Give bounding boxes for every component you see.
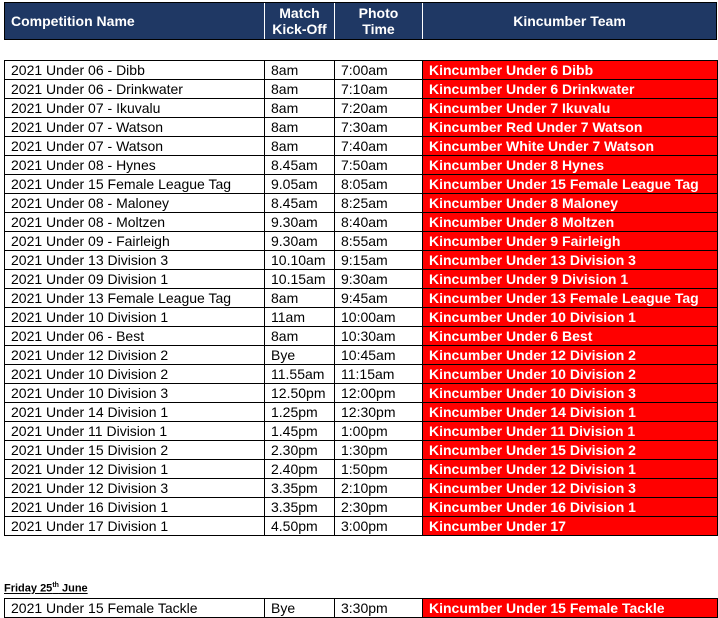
header-competition-name: Competition Name [5,3,265,39]
photo-time-cell: 10:00am [335,308,423,327]
header-kickoff-line1: Match [279,5,320,21]
kickoff-cell: 1.45pm [265,422,335,441]
competition-cell: 2021 Under 17 Division 1 [5,517,265,536]
photo-time-cell: 9:45am [335,289,423,308]
table-row [5,80,718,99]
competition-cell: 2021 Under 13 Division 3 [5,251,265,270]
header-kincumber-team: Kincumber Team [513,13,626,29]
friday-label-prefix: Friday 25 [4,582,53,595]
team-cell: Kincumber Under 10 Division 1 [423,308,718,327]
competition-cell: 2021 Under 06 - Drinkwater [5,80,265,99]
photo-time-cell: 2:30pm [335,498,423,517]
table-row [5,479,718,498]
team-cell: Kincumber Under 17 [423,517,718,536]
competition-cell: 2021 Under 13 Female League Tag [5,289,265,308]
kickoff-cell: Bye [265,346,335,365]
team-cell: Kincumber Under 6 Drinkwater [423,80,718,99]
kickoff-cell: 9.30am [265,232,335,251]
team-cell: Kincumber Under 8 Moltzen [423,213,718,232]
table-row [5,99,718,118]
table-row [5,346,718,365]
competition-cell: 2021 Under 06 - Best [5,327,265,346]
team-cell: Kincumber Under 15 Female League Tag [423,175,718,194]
schedule-table-body [5,61,718,536]
team-cell: Kincumber Under 12 Division 3 [423,479,718,498]
table-header [4,2,717,40]
competition-cell: 2021 Under 14 Division 1 [5,403,265,422]
team-cell: Kincumber Under 12 Division 2 [423,346,718,365]
kickoff-cell: 8am [265,137,335,156]
team-cell: Kincumber Under 9 Fairleigh [423,232,718,251]
team-cell: Kincumber Red Under 7 Watson [423,118,718,137]
photo-time-cell: 7:30am [335,118,423,137]
team-cell: Kincumber Under 6 Dibb [423,61,718,80]
header-kickoff-line2: Kick-Off [272,21,327,37]
photo-time-cell: 10:30am [335,327,423,346]
team-cell: Kincumber Under 16 Division 1 [423,498,718,517]
kickoff-cell: Bye [265,599,335,618]
team-cell: Kincumber Under 13 Female League Tag [423,289,718,308]
header-photo-line2: Time [362,21,395,37]
table-row [5,365,718,384]
photo-time-cell: 9:15am [335,251,423,270]
team-cell: Kincumber White Under 7 Watson [423,137,718,156]
kickoff-cell: 3.35pm [265,479,335,498]
team-cell: Kincumber Under 6 Best [423,327,718,346]
table-row [5,194,718,213]
kickoff-cell: 8am [265,61,335,80]
kickoff-cell: 8.45am [265,194,335,213]
team-cell: Kincumber Under 15 Division 2 [423,441,718,460]
team-cell: Kincumber Under 11 Division 1 [423,422,718,441]
team-cell: Kincumber Under 10 Division 2 [423,365,718,384]
kickoff-cell: 9.30am [265,213,335,232]
competition-cell: 2021 Under 16 Division 1 [5,498,265,517]
competition-cell: 2021 Under 08 - Maloney [5,194,265,213]
competition-cell: 2021 Under 15 Division 2 [5,441,265,460]
competition-cell: 2021 Under 15 Female Tackle [5,599,265,618]
table-row [5,422,718,441]
kickoff-cell: 8am [265,99,335,118]
competition-cell: 2021 Under 07 - Ikuvalu [5,99,265,118]
team-cell: Kincumber Under 15 Female Tackle [423,599,718,618]
team-cell: Kincumber Under 8 Hynes [423,156,718,175]
table-row [5,517,718,536]
kickoff-cell: 10.10am [265,251,335,270]
table-row [5,403,718,422]
photo-time-cell: 8:25am [335,194,423,213]
table-row [5,384,718,403]
table-row [5,599,718,618]
team-cell: Kincumber Under 13 Division 3 [423,251,718,270]
competition-cell: 2021 Under 06 - Dibb [5,61,265,80]
kickoff-cell: 2.30pm [265,441,335,460]
competition-cell: 2021 Under 11 Division 1 [5,422,265,441]
kickoff-cell: 11am [265,308,335,327]
table-row [5,232,718,251]
kickoff-cell: 4.50pm [265,517,335,536]
photo-time-cell: 1:00pm [335,422,423,441]
table-row [5,213,718,232]
friday-table-body [5,599,718,618]
team-cell: Kincumber Under 9 Division 1 [423,270,718,289]
header-photo-line1: Photo [358,5,399,21]
kickoff-cell: 3.35pm [265,498,335,517]
competition-cell: 2021 Under 08 - Hynes [5,156,265,175]
competition-cell: 2021 Under 15 Female League Tag [5,175,265,194]
kickoff-cell: 8.45am [265,156,335,175]
photo-time-cell: 7:10am [335,80,423,99]
table-row [5,308,718,327]
table-row [5,61,718,80]
photo-time-cell: 1:30pm [335,441,423,460]
kickoff-cell: 11.55am [265,365,335,384]
competition-cell: 2021 Under 10 Division 3 [5,384,265,403]
competition-cell: 2021 Under 12 Division 3 [5,479,265,498]
table-row [5,175,718,194]
photo-time-cell: 8:05am [335,175,423,194]
friday-label-suffix: June [58,582,88,595]
table-row [5,270,718,289]
competition-cell: 2021 Under 12 Division 1 [5,460,265,479]
team-cell: Kincumber Under 8 Maloney [423,194,718,213]
photo-time-cell: 8:40am [335,213,423,232]
kickoff-cell: 10.15am [265,270,335,289]
table-row [5,498,718,517]
photo-time-cell: 3:30pm [335,599,423,618]
friday-section-label [4,582,88,595]
schedule-table [4,60,718,536]
photo-time-cell: 2:10pm [335,479,423,498]
kickoff-cell: 9.05am [265,175,335,194]
photo-time-cell: 8:55am [335,232,423,251]
kickoff-cell: 8am [265,327,335,346]
competition-cell: 2021 Under 07 - Watson [5,137,265,156]
competition-cell: 2021 Under 08 - Moltzen [5,213,265,232]
competition-cell: 2021 Under 07 - Watson [5,118,265,137]
photo-time-cell: 1:50pm [335,460,423,479]
table-row [5,289,718,308]
team-cell: Kincumber Under 7 Ikuvalu [423,99,718,118]
header-match-kickoff [265,3,335,39]
kickoff-cell: 2.40pm [265,460,335,479]
photo-time-cell: 3:00pm [335,517,423,536]
kickoff-cell: 8am [265,289,335,308]
competition-cell: 2021 Under 10 Division 2 [5,365,265,384]
table-row [5,251,718,270]
table-row [5,118,718,137]
competition-cell: 2021 Under 09 - Fairleigh [5,232,265,251]
photo-time-cell: 7:20am [335,99,423,118]
team-cell: Kincumber Under 10 Division 3 [423,384,718,403]
photo-time-cell: 7:40am [335,137,423,156]
photo-time-cell: 12:30pm [335,403,423,422]
kickoff-cell: 1.25pm [265,403,335,422]
table-row [5,156,718,175]
header-photo-time [335,3,423,39]
table-row [5,441,718,460]
kickoff-cell: 12.50pm [265,384,335,403]
table-row [5,460,718,479]
table-row [5,137,718,156]
photo-time-cell: 7:50am [335,156,423,175]
photo-time-cell: 10:45am [335,346,423,365]
team-cell: Kincumber Under 14 Division 1 [423,403,718,422]
friday-table [4,598,718,618]
table-row [5,327,718,346]
competition-cell: 2021 Under 12 Division 2 [5,346,265,365]
photo-time-cell: 7:00am [335,61,423,80]
kickoff-cell: 8am [265,80,335,99]
photo-time-cell: 12:00pm [335,384,423,403]
photo-time-cell: 11:15am [335,365,423,384]
competition-cell: 2021 Under 09 Division 1 [5,270,265,289]
photo-time-cell: 9:30am [335,270,423,289]
competition-cell: 2021 Under 10 Division 1 [5,308,265,327]
friday-label-sup: th [52,582,59,589]
kickoff-cell: 8am [265,118,335,137]
team-cell: Kincumber Under 12 Division 1 [423,460,718,479]
